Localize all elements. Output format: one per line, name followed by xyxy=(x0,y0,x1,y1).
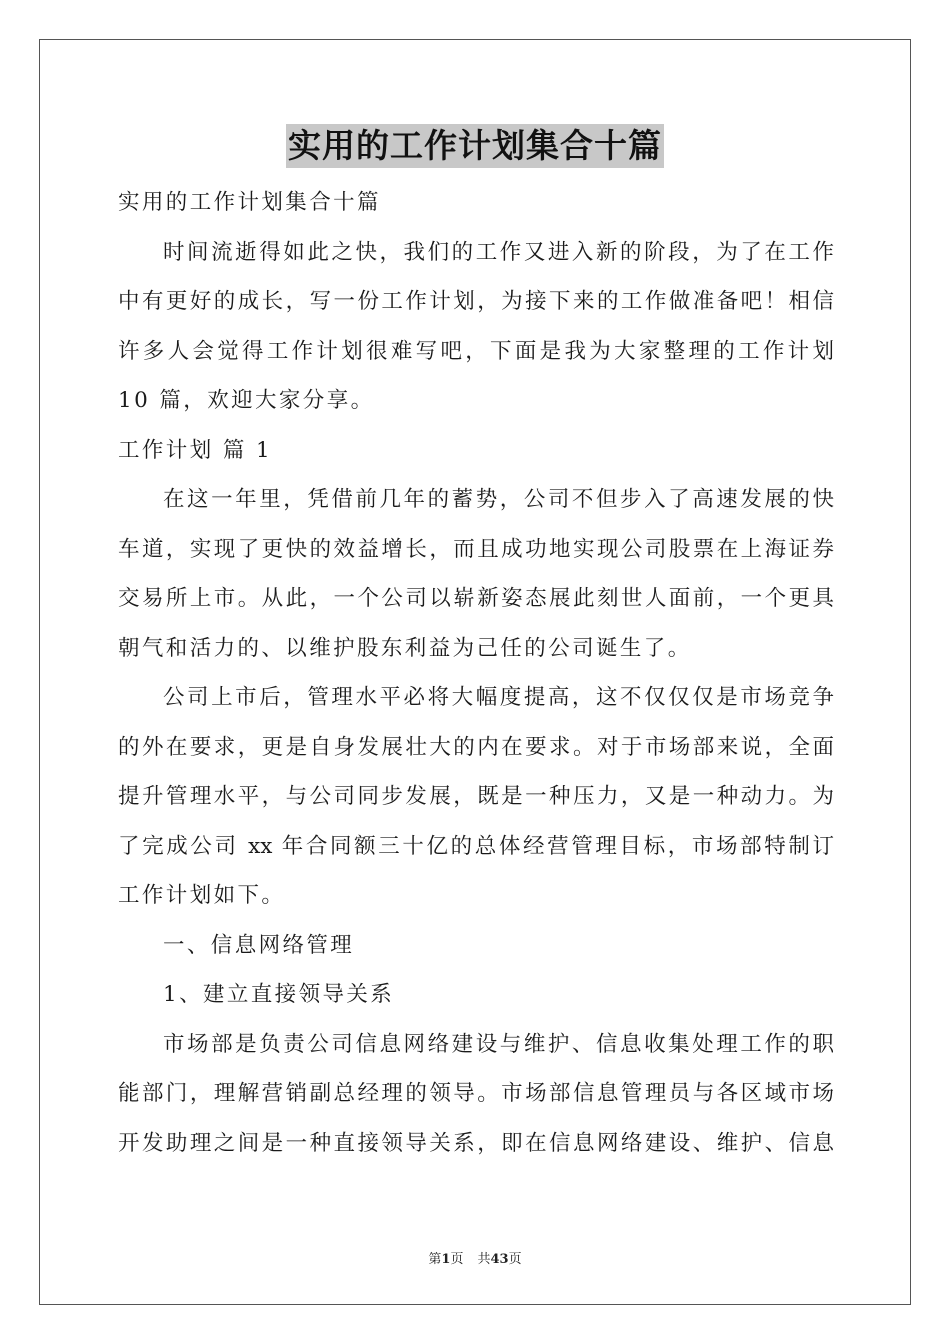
text-line: 朝气和活力的、以维护股东利益为己任的公司诞生了。 xyxy=(118,635,692,661)
page-suffix: 页 xyxy=(450,1252,464,1267)
text-line: 能部门，理解营销副总经理的领导。市场部信息管理员与各区域市场 xyxy=(118,1081,834,1106)
text-line: 市场部是负责公司信息网络建设与维护、信息收集处理工作的职 xyxy=(163,1031,834,1057)
text-line: 中有更好的成长，写一份工作计划，为接下来的工作做准备吧！相信 xyxy=(118,289,834,314)
text-line: 交易所上市。从此，一个公司以崭新姿态展此刻世人面前，一个更具 xyxy=(118,586,834,611)
title-container xyxy=(0,124,950,168)
text-line: 一、信息网络管理 xyxy=(163,932,355,958)
text-line: 工作计划 篇 1 xyxy=(118,437,273,463)
total-pages: 43 xyxy=(490,1252,509,1267)
page-number: 1 xyxy=(441,1252,451,1267)
page-prefix: 第 xyxy=(428,1252,442,1267)
text-line: 工作计划如下。 xyxy=(118,883,286,908)
document-title: 实用的工作计划集合十篇 xyxy=(286,124,664,168)
text-line: 提升管理水平，与公司同步发展，既是一种压力，又是一种动力。为 xyxy=(118,784,834,809)
page-footer xyxy=(0,1248,950,1267)
text-line: 了完成公司 xx 年合同额三十亿的总体经营管理目标，市场部特制订 xyxy=(118,833,834,859)
text-line: 许多人会觉得工作计划很难写吧，下面是我为大家整理的工作计划 xyxy=(118,338,834,364)
text-line: 公司上市后，管理水平必将大幅度提高，这不仅仅仅是市场竞争 xyxy=(163,685,834,710)
document-body xyxy=(118,178,834,1168)
text-line: 1、建立直接领导关系 xyxy=(163,982,395,1007)
text-line: 实用的工作计划集合十篇 xyxy=(118,190,381,215)
text-line: 开发助理之间是一种直接领导关系，即在信息网络建设、维护、信息 xyxy=(118,1130,834,1156)
total-suffix: 页 xyxy=(508,1252,522,1267)
text-line: 的外在要求，更是自身发展壮大的内在要求。对于市场部来说，全面 xyxy=(118,734,834,760)
text-line: 在这一年里，凭借前几年的蓄势，公司不但步入了高速发展的快 xyxy=(163,487,834,512)
text-line: 10 篇，欢迎大家分享。 xyxy=(118,388,375,413)
text-line: 时间流逝得如此之快，我们的工作又进入新的阶段，为了在工作 xyxy=(163,239,834,265)
text-line: 车道，实现了更快的效益增长，而且成功地实现公司股票在上海证券 xyxy=(118,536,834,562)
total-prefix: 共 xyxy=(477,1252,491,1267)
